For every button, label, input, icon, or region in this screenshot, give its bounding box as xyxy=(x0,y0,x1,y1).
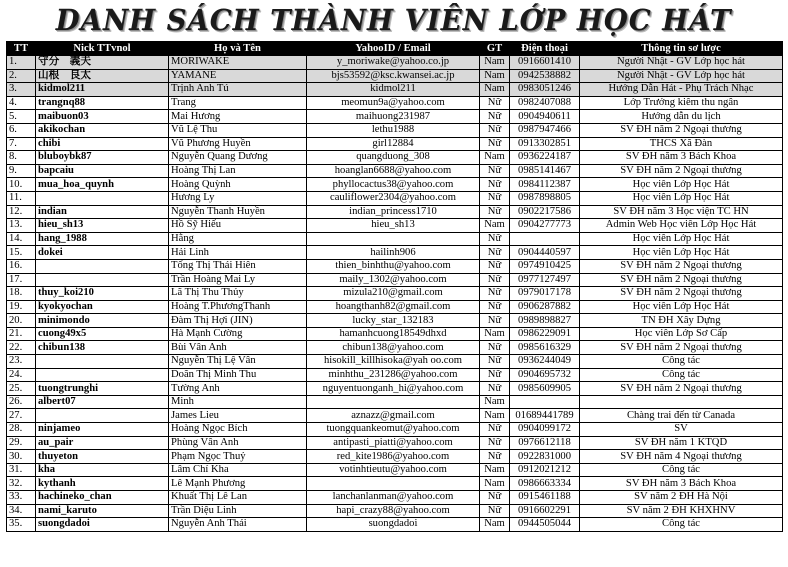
row-number: 9. xyxy=(7,164,36,178)
nick-cell: hachineko_chan xyxy=(36,491,169,505)
row-number: 10. xyxy=(7,178,36,192)
email-cell: bjs53592@ksc.kwansei.ac.jp xyxy=(307,69,480,83)
row-number: 25. xyxy=(7,382,36,396)
table-row xyxy=(7,151,783,165)
table-row xyxy=(7,436,783,450)
name-cell: Lã Thị Thu Thủy xyxy=(169,287,307,301)
row-number: 24. xyxy=(7,368,36,382)
nick-cell: ninjameo xyxy=(36,423,169,437)
row-number: 31. xyxy=(7,463,36,477)
name-cell: Nguyễn Anh Thái xyxy=(169,518,307,532)
phone-cell: 0942538882 xyxy=(510,69,580,83)
email-cell: thien_binhthu@yahoo.com xyxy=(307,259,480,273)
nick-cell: thuyeton xyxy=(36,450,169,464)
info-cell: SV ĐH năm 3 Học viện TC HN xyxy=(580,205,783,219)
gender-cell: Nam xyxy=(480,151,510,165)
row-number: 22. xyxy=(7,341,36,355)
table-row xyxy=(7,123,783,137)
page-title: DANH SÁCH THÀNH VIÊN LỚP HỌC HÁT xyxy=(56,3,732,37)
row-number: 19. xyxy=(7,300,36,314)
phone-cell: 0977127497 xyxy=(510,273,580,287)
table-row xyxy=(7,137,783,151)
info-cell: Chàng trai đến từ Canada xyxy=(580,409,783,423)
table-row xyxy=(7,423,783,437)
phone-cell: 0986663334 xyxy=(510,477,580,491)
email-cell: lucky_star_132183 xyxy=(307,314,480,328)
name-cell: Lâm Chí Kha xyxy=(169,463,307,477)
table-row xyxy=(7,314,783,328)
table-row xyxy=(7,518,783,532)
info-cell: Người Nhật - GV Lớp học hát xyxy=(580,56,783,70)
nick-cell: indian xyxy=(36,205,169,219)
row-number: 21. xyxy=(7,327,36,341)
info-cell: Admin Web Học viên Lớp Học Hát xyxy=(580,219,783,233)
table-row xyxy=(7,205,783,219)
nick-cell: kidmol211 xyxy=(36,83,169,97)
table-row xyxy=(7,219,783,233)
email-cell: hapi_crazy88@yahoo.com xyxy=(307,504,480,518)
row-number: 27. xyxy=(7,409,36,423)
row-number: 16. xyxy=(7,259,36,273)
phone-cell: 0976612118 xyxy=(510,436,580,450)
name-cell: YAMANE xyxy=(169,69,307,83)
email-cell: aznazz@gmail.com xyxy=(307,409,480,423)
email-cell: kidmol211 xyxy=(307,83,480,97)
row-number: 2. xyxy=(7,69,36,83)
email-cell: cauliflower2304@yahoo.com xyxy=(307,191,480,205)
name-cell: Vũ Phương Huyền xyxy=(169,137,307,151)
phone-cell: 0982407088 xyxy=(510,96,580,110)
row-number: 34. xyxy=(7,504,36,518)
gender-cell: Nữ xyxy=(480,423,510,437)
email-cell: lanchanlanman@yahoo.com xyxy=(307,491,480,505)
row-number: 6. xyxy=(7,123,36,137)
name-cell: Tường Anh xyxy=(169,382,307,396)
name-cell: Vũ Lệ Thu xyxy=(169,123,307,137)
row-number: 18. xyxy=(7,287,36,301)
table-row xyxy=(7,96,783,110)
name-cell: Hoàng Thị Lan xyxy=(169,164,307,178)
nick-cell xyxy=(36,273,169,287)
nick-cell: tuongtrunghi xyxy=(36,382,169,396)
phone-cell: 0904277773 xyxy=(510,219,580,233)
nick-cell: chibi xyxy=(36,137,169,151)
email-cell: hisokill_killhisoka@yah oo.com xyxy=(307,355,480,369)
gender-cell: Nam xyxy=(480,518,510,532)
email-cell: antipasti_piatti@yahoo.com xyxy=(307,436,480,450)
email-cell: hamanhcuong18549dhxd xyxy=(307,327,480,341)
info-cell xyxy=(580,395,783,409)
info-cell: Học viên Lớp Học Hát xyxy=(580,232,783,246)
table-row xyxy=(7,327,783,341)
phone-cell: 0916602291 xyxy=(510,504,580,518)
email-cell: maily_1302@yahoo.com xyxy=(307,273,480,287)
phone-cell xyxy=(510,232,580,246)
nick-cell: kythanh xyxy=(36,477,169,491)
name-cell: Hồ Sỹ Hiếu xyxy=(169,219,307,233)
email-cell xyxy=(307,232,480,246)
row-number: 11. xyxy=(7,191,36,205)
nick-cell xyxy=(36,191,169,205)
gender-cell: Nam xyxy=(480,69,510,83)
gender-cell: Nam xyxy=(480,327,510,341)
info-cell: SV ĐH năm 2 Ngoại thương xyxy=(580,287,783,301)
phone-cell: 0987947466 xyxy=(510,123,580,137)
name-cell: Hương Ly xyxy=(169,191,307,205)
gender-cell: Nữ xyxy=(480,259,510,273)
name-cell: Trần Diệu Linh xyxy=(169,504,307,518)
email-cell: phyllocactus38@yahoo.com xyxy=(307,178,480,192)
info-cell: Người Nhật - GV Lớp học hát xyxy=(580,69,783,83)
email-cell: meomun9a@yahoo.com xyxy=(307,96,480,110)
row-number: 20. xyxy=(7,314,36,328)
nick-cell: mua_hoa_quynh xyxy=(36,178,169,192)
email-cell: votinhtieutu@yahoo.com xyxy=(307,463,480,477)
gender-cell: Nữ xyxy=(480,205,510,219)
nick-cell: nami_karuto xyxy=(36,504,169,518)
phone-cell: 0904099172 xyxy=(510,423,580,437)
email-cell: girl12884 xyxy=(307,137,480,151)
info-cell: Học viên Lớp Sơ Cấp xyxy=(580,327,783,341)
info-cell: SV ĐH năm 3 Bách Khoa xyxy=(580,151,783,165)
gender-cell: Nữ xyxy=(480,191,510,205)
gender-cell: Nam xyxy=(480,477,510,491)
info-cell: SV ĐH năm 1 KTQD xyxy=(580,436,783,450)
row-number: 13. xyxy=(7,219,36,233)
phone-cell: 0915461188 xyxy=(510,491,580,505)
info-cell: SV năm 2 ĐH Hà Nội xyxy=(580,491,783,505)
table-row xyxy=(7,300,783,314)
row-number: 3. xyxy=(7,83,36,97)
table-row xyxy=(7,246,783,260)
nick-cell: 守分 義夫 xyxy=(36,56,169,70)
name-cell: Doãn Thị Minh Thu xyxy=(169,368,307,382)
table-row xyxy=(7,409,783,423)
gender-cell: Nữ xyxy=(480,436,510,450)
info-cell: Công tác xyxy=(580,463,783,477)
row-number: 28. xyxy=(7,423,36,437)
info-cell: Hướng Dẫn Hát - Phụ Trách Nhạc xyxy=(580,83,783,97)
gender-cell: Nam xyxy=(480,395,510,409)
table-row xyxy=(7,355,783,369)
gender-cell: Nữ xyxy=(480,123,510,137)
phone-cell: 0987898805 xyxy=(510,191,580,205)
email-cell xyxy=(307,395,480,409)
name-cell: Nguyễn Thị Lệ Vân xyxy=(169,355,307,369)
name-cell: Tống Thị Thái Hiên xyxy=(169,259,307,273)
name-cell: Phùng Vân Anh xyxy=(169,436,307,450)
title-banner xyxy=(0,0,788,40)
nick-cell: kha xyxy=(36,463,169,477)
email-cell: nguyentuonganh_hi@yahoo.com xyxy=(307,382,480,396)
member-table xyxy=(6,41,783,532)
email-cell: hoanglan6688@yahoo.com xyxy=(307,164,480,178)
table-row xyxy=(7,463,783,477)
table-row xyxy=(7,259,783,273)
phone-cell: 0904940611 xyxy=(510,110,580,124)
name-cell: Đàm Thị Hợi (JIN) xyxy=(169,314,307,328)
phone-cell: 0985609905 xyxy=(510,382,580,396)
phone-cell: 0922831000 xyxy=(510,450,580,464)
row-number: 35. xyxy=(7,518,36,532)
nick-cell: kyokyochan xyxy=(36,300,169,314)
nick-cell: 山根 良太 xyxy=(36,69,169,83)
gender-cell: Nữ xyxy=(480,382,510,396)
phone-cell: 0906287882 xyxy=(510,300,580,314)
row-number: 1. xyxy=(7,56,36,70)
nick-cell: chibun138 xyxy=(36,341,169,355)
table-row xyxy=(7,395,783,409)
table-row xyxy=(7,477,783,491)
nick-cell: minimondo xyxy=(36,314,169,328)
name-cell: Hải Linh xyxy=(169,246,307,260)
phone-cell: 0986229091 xyxy=(510,327,580,341)
gender-cell: Nữ xyxy=(480,314,510,328)
name-cell: Nguyễn Quang Dương xyxy=(169,151,307,165)
gender-cell: Nữ xyxy=(480,246,510,260)
email-cell: indian_princess1710 xyxy=(307,205,480,219)
name-cell: Hoàng T.PhươngThanh xyxy=(169,300,307,314)
row-number: 5. xyxy=(7,110,36,124)
info-cell: SV ĐH năm 2 Ngoại thương xyxy=(580,273,783,287)
info-cell: SV ĐH năm 2 Ngoại thương xyxy=(580,382,783,396)
name-cell: Phạm Ngọc Thuỷ xyxy=(169,450,307,464)
info-cell: SV ĐH năm 4 Ngoại thương xyxy=(580,450,783,464)
row-number: 14. xyxy=(7,232,36,246)
name-cell: Lê Mạnh Phương xyxy=(169,477,307,491)
info-cell: Công tác xyxy=(580,518,783,532)
email-cell: quangduong_308 xyxy=(307,151,480,165)
gender-cell: Nữ xyxy=(480,368,510,382)
email-cell: red_kite1986@yahoo.com xyxy=(307,450,480,464)
email-cell: y_moriwake@yahoo.co.jp xyxy=(307,56,480,70)
info-cell: Học viên Lớp Học Hát xyxy=(580,178,783,192)
row-number: 17. xyxy=(7,273,36,287)
gender-cell: Nữ xyxy=(480,491,510,505)
info-cell: Học viên Lớp Học Hát xyxy=(580,300,783,314)
phone-cell: 0984112387 xyxy=(510,178,580,192)
gender-cell: Nam xyxy=(480,463,510,477)
info-cell: SV ĐH năm 2 Ngoại thương xyxy=(580,123,783,137)
name-cell: Khuất Thị Lê Lan xyxy=(169,491,307,505)
table-row xyxy=(7,164,783,178)
gender-cell: Nam xyxy=(480,56,510,70)
table-row xyxy=(7,110,783,124)
row-number: 4. xyxy=(7,96,36,110)
info-cell: SV ĐH năm 2 Ngoại thương xyxy=(580,164,783,178)
header-info: Thông tin sơ lược xyxy=(580,42,783,56)
email-cell: hieu_sh13 xyxy=(307,219,480,233)
gender-cell: Nam xyxy=(480,83,510,97)
email-cell: chibun138@yahoo.com xyxy=(307,341,480,355)
name-cell: Bùi Vân Anh xyxy=(169,341,307,355)
row-number: 30. xyxy=(7,450,36,464)
table-row xyxy=(7,69,783,83)
nick-cell: trangnq88 xyxy=(36,96,169,110)
name-cell: James Lieu xyxy=(169,409,307,423)
info-cell: Hướng dẫn du lịch xyxy=(580,110,783,124)
header-email: YahooID / Email xyxy=(307,42,480,56)
phone-cell: 0936224187 xyxy=(510,151,580,165)
phone-cell: 0983051246 xyxy=(510,83,580,97)
name-cell: Mai Hương xyxy=(169,110,307,124)
nick-cell xyxy=(36,409,169,423)
info-cell: Học viên Lớp Học Hát xyxy=(580,246,783,260)
nick-cell: hang_1988 xyxy=(36,232,169,246)
gender-cell: Nữ xyxy=(480,96,510,110)
nick-cell: cuong49x5 xyxy=(36,327,169,341)
row-number: 33. xyxy=(7,491,36,505)
phone-cell: 0985616329 xyxy=(510,341,580,355)
row-number: 15. xyxy=(7,246,36,260)
gender-cell: Nam xyxy=(480,219,510,233)
header-gender: GT xyxy=(480,42,510,56)
row-number: 32. xyxy=(7,477,36,491)
info-cell: TN ĐH Xây Dựng xyxy=(580,314,783,328)
info-cell: SV ĐH năm 3 Bách Khoa xyxy=(580,477,783,491)
gender-cell: Nữ xyxy=(480,164,510,178)
info-cell: THCS Xã Đàn xyxy=(580,137,783,151)
gender-cell: Nữ xyxy=(480,110,510,124)
info-cell: SV xyxy=(580,423,783,437)
phone-cell: 0902217586 xyxy=(510,205,580,219)
nick-cell: bapcaiu xyxy=(36,164,169,178)
email-cell: lethu1988 xyxy=(307,123,480,137)
nick-cell xyxy=(36,259,169,273)
email-cell: suongdadoi xyxy=(307,518,480,532)
gender-cell: Nữ xyxy=(480,504,510,518)
email-cell: hoangthanh82@gmail.com xyxy=(307,300,480,314)
nick-cell: albert07 xyxy=(36,395,169,409)
email-cell xyxy=(307,477,480,491)
phone-cell xyxy=(510,395,580,409)
email-cell: minhthu_231286@yahoo.com xyxy=(307,368,480,382)
row-number: 26. xyxy=(7,395,36,409)
gender-cell: Nữ xyxy=(480,137,510,151)
row-number: 12. xyxy=(7,205,36,219)
row-number: 23. xyxy=(7,355,36,369)
name-cell: Trang xyxy=(169,96,307,110)
gender-cell: Nữ xyxy=(480,287,510,301)
table-row xyxy=(7,450,783,464)
nick-cell: maibuon03 xyxy=(36,110,169,124)
header-row xyxy=(7,42,783,56)
nick-cell: akikochan xyxy=(36,123,169,137)
row-number: 7. xyxy=(7,137,36,151)
table-row xyxy=(7,56,783,70)
gender-cell: Nữ xyxy=(480,450,510,464)
nick-cell: hieu_sh13 xyxy=(36,219,169,233)
table-row xyxy=(7,178,783,192)
table-row xyxy=(7,287,783,301)
name-cell: Nguyễn Thanh Huyền xyxy=(169,205,307,219)
info-cell: Lớp Trưởng kiêm thu ngân xyxy=(580,96,783,110)
table-row xyxy=(7,232,783,246)
nick-cell: bluboybk87 xyxy=(36,151,169,165)
gender-cell: Nữ xyxy=(480,355,510,369)
gender-cell: Nữ xyxy=(480,300,510,314)
gender-cell: Nữ xyxy=(480,178,510,192)
table-body xyxy=(7,56,783,532)
gender-cell: Nữ xyxy=(480,273,510,287)
header-phone: Điện thoại xyxy=(510,42,580,56)
table-row xyxy=(7,368,783,382)
gender-cell: Nữ xyxy=(480,341,510,355)
phone-cell: 0979017178 xyxy=(510,287,580,301)
info-cell: Công tác xyxy=(580,355,783,369)
phone-cell: 0989898827 xyxy=(510,314,580,328)
phone-cell: 0936244049 xyxy=(510,355,580,369)
phone-cell: 01689441789 xyxy=(510,409,580,423)
nick-cell: suongdadoi xyxy=(36,518,169,532)
table-row xyxy=(7,491,783,505)
info-cell: Công tác xyxy=(580,368,783,382)
phone-cell: 0985141467 xyxy=(510,164,580,178)
phone-cell: 0974910425 xyxy=(510,259,580,273)
nick-cell xyxy=(36,368,169,382)
table-row xyxy=(7,273,783,287)
phone-cell: 0912021212 xyxy=(510,463,580,477)
header-tt: TT xyxy=(7,42,36,56)
phone-cell: 0904440597 xyxy=(510,246,580,260)
table-row xyxy=(7,504,783,518)
phone-cell: 0904695732 xyxy=(510,368,580,382)
email-cell: maihuong231987 xyxy=(307,110,480,124)
email-cell: hailinh906 xyxy=(307,246,480,260)
name-cell: Hoàng Quỳnh xyxy=(169,178,307,192)
name-cell: Minh xyxy=(169,395,307,409)
nick-cell: au_pair xyxy=(36,436,169,450)
phone-cell: 0944505044 xyxy=(510,518,580,532)
row-number: 29. xyxy=(7,436,36,450)
gender-cell: Nữ xyxy=(480,232,510,246)
nick-cell xyxy=(36,355,169,369)
header-nick: Nick TTvnol xyxy=(36,42,169,56)
table-row xyxy=(7,83,783,97)
info-cell: SV ĐH năm 2 Ngoại thương xyxy=(580,341,783,355)
email-cell: mizula210@gmail.com xyxy=(307,287,480,301)
table-row xyxy=(7,382,783,396)
header-name: Họ và Tên xyxy=(169,42,307,56)
email-cell: tuongquankeomut@yahoo.com xyxy=(307,423,480,437)
table-row xyxy=(7,191,783,205)
name-cell: Hằng xyxy=(169,232,307,246)
name-cell: Hoàng Ngọc Bích xyxy=(169,423,307,437)
name-cell: Trịnh Anh Tú xyxy=(169,83,307,97)
phone-cell: 0913302851 xyxy=(510,137,580,151)
row-number: 8. xyxy=(7,151,36,165)
info-cell: Học viên Lớp Học Hát xyxy=(580,191,783,205)
name-cell: MORIWAKE xyxy=(169,56,307,70)
phone-cell: 0916601410 xyxy=(510,56,580,70)
gender-cell: Nam xyxy=(480,409,510,423)
nick-cell: dokei xyxy=(36,246,169,260)
name-cell: Hà Mạnh Cường xyxy=(169,327,307,341)
info-cell: SV ĐH năm 2 Ngoại thương xyxy=(580,259,783,273)
nick-cell: thuy_koi210 xyxy=(36,287,169,301)
name-cell: Trần Hoàng Mai Ly xyxy=(169,273,307,287)
table-row xyxy=(7,341,783,355)
info-cell: SV năm 2 ĐH KHXHNV xyxy=(580,504,783,518)
